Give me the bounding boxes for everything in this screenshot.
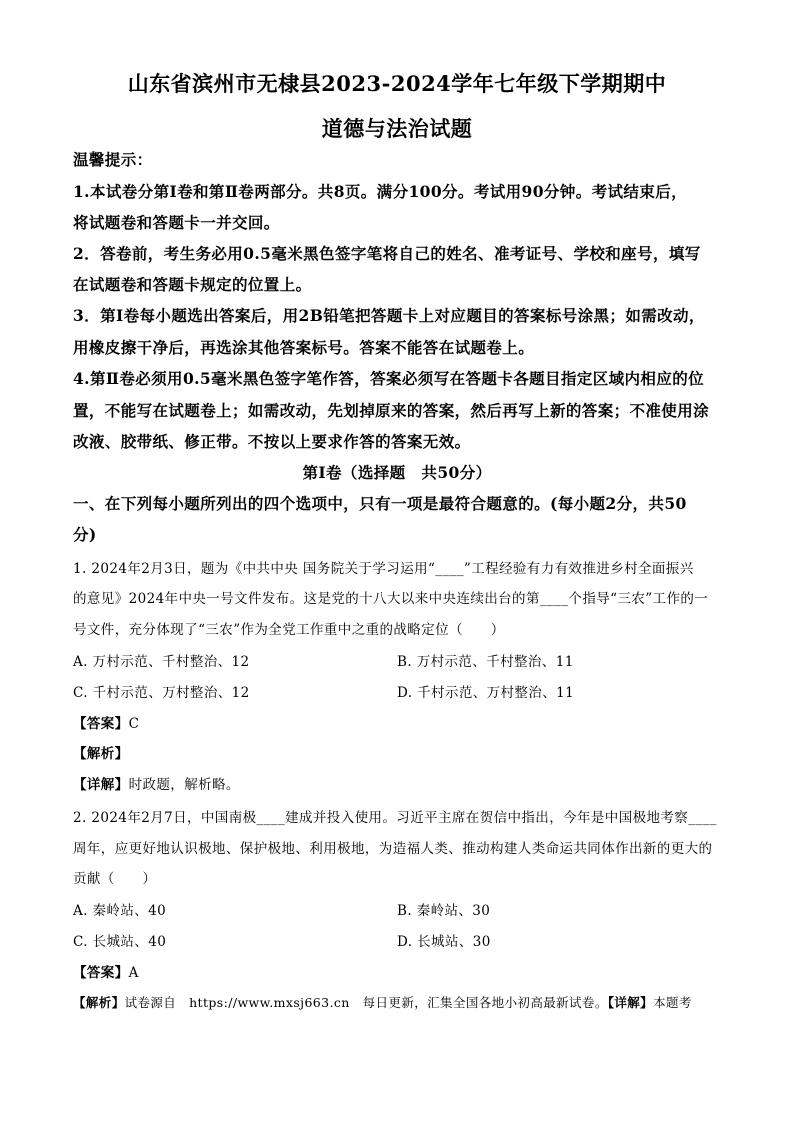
q1-analysis <box>73 742 129 762</box>
detail-tag: 【详解】 <box>607 995 654 1010</box>
notice-line: 用橡皮擦干净后，再选涂其他答案标号。答案不能答在试题卷上。 <box>73 338 535 357</box>
detail-text: 时政题，解析略。 <box>128 777 240 793</box>
notice-line: 置，不能写在试题卷上；如需改动，先划掉原来的答案，然后再写上新的答案；不准使用涂 <box>73 401 710 420</box>
answer-tag: 【答案】 <box>73 716 129 732</box>
section-instruction: 一、在下列每小题所列出的四个选项中，只有一项是最符合题意的。(每小题2分，共50 <box>73 494 687 513</box>
q2-option-a: A. 秦岭站、40 <box>73 903 167 919</box>
section-title: 第Ⅰ卷（选择题 共50分） <box>302 463 492 482</box>
notice-line: 2．答卷前，考生务必用0.5毫米黑色签字笔将自己的姓名、准考证号、学校和座号，填写 <box>73 244 701 263</box>
analysis-tag: 【解析】 <box>73 995 125 1010</box>
notice-line: 将试题卷和答题卡一并交回。 <box>73 213 280 232</box>
notice-line: 改液、胶带纸、修正带。不按以上要求作答的答案无效。 <box>73 432 471 451</box>
q2-option-b: B. 秦岭站、30 <box>397 903 491 919</box>
answer-value: C <box>128 716 140 732</box>
q1-option-c: C. 千村示范、万村整治、12 <box>73 685 250 701</box>
q1-option-a: A. 万村示范、千村整治、12 <box>73 654 250 670</box>
q1-option-d: D. 千村示范、万村整治、11 <box>397 685 575 701</box>
q1-option-b: B. 万村示范、千村整治、11 <box>397 654 574 670</box>
notice-line: 1.本试卷分第Ⅰ卷和第Ⅱ卷两部分。共8页。满分100分。考试用90分钟。考试结束后， <box>73 182 688 201</box>
answer-tag: 【答案】 <box>73 965 129 981</box>
q2-stem-line: 2. 2024年2月7日，中国南极____建成并投入使用。习近平主席在贺信中指出，今年是中国极地考察____ <box>73 810 717 826</box>
q2-option-c: C. 长城站、40 <box>73 934 167 950</box>
detail-text: 本题考 <box>653 995 692 1010</box>
q2-option-d: D. 长城站、30 <box>397 934 491 950</box>
q2-stem-line: 周年，应更好地认识极地、保护极地、利用极地，为造福人类、推动构建人类命运共同体作出新的更大的 <box>73 841 713 857</box>
q2-stem-line: 贡献（ ） <box>73 871 157 887</box>
notice-line: 4.第Ⅱ卷必须用0.5毫米黑色签字笔作答，答案必须写在答题卡各题目指定区域内相应的位 <box>73 369 705 388</box>
q2-analysis <box>73 993 692 1011</box>
section-instruction: 分) <box>73 525 97 544</box>
notice-line: 在试题卷和答题卡规定的位置上。 <box>73 275 312 294</box>
notice-line: 3．第Ⅰ卷每小题选出答案后，用2B铅笔把答题卡上对应题目的答案标号涂黑；如需改动， <box>73 306 705 325</box>
q1-stem-line: 1. 2024年2月3日，题为《中共中央 国务院关于学习运用“____”工程经验有力有效推进乡村全面振兴 <box>73 561 694 577</box>
analysis-text: 试卷源自 https://www.mxsj663.cn 每日更新，汇集全国各地小初高最新试卷。 <box>124 995 608 1010</box>
answer-value: A <box>128 965 139 981</box>
q1-stem-line: 的意见》2024年中央一号文件发布。这是党的十八大以来中央连续出台的第____个指导“三农”工作的一 <box>73 591 709 607</box>
analysis-tag: 【解析】 <box>73 746 129 762</box>
exam-title: 山东省滨州市无棣县2023-2024学年七年级下学期期中 <box>127 71 667 96</box>
q1-detail <box>73 773 240 793</box>
q1-stem-line: 号文件，充分体现了“三农”作为全党工作重中之重的战略定位（ ） <box>73 622 505 638</box>
detail-tag: 【详解】 <box>73 777 129 793</box>
notice-label: 温馨提示： <box>73 150 153 169</box>
q2-answer <box>73 961 139 981</box>
exam-subtitle: 道德与法治试题 <box>321 116 473 141</box>
q1-answer <box>73 712 139 732</box>
